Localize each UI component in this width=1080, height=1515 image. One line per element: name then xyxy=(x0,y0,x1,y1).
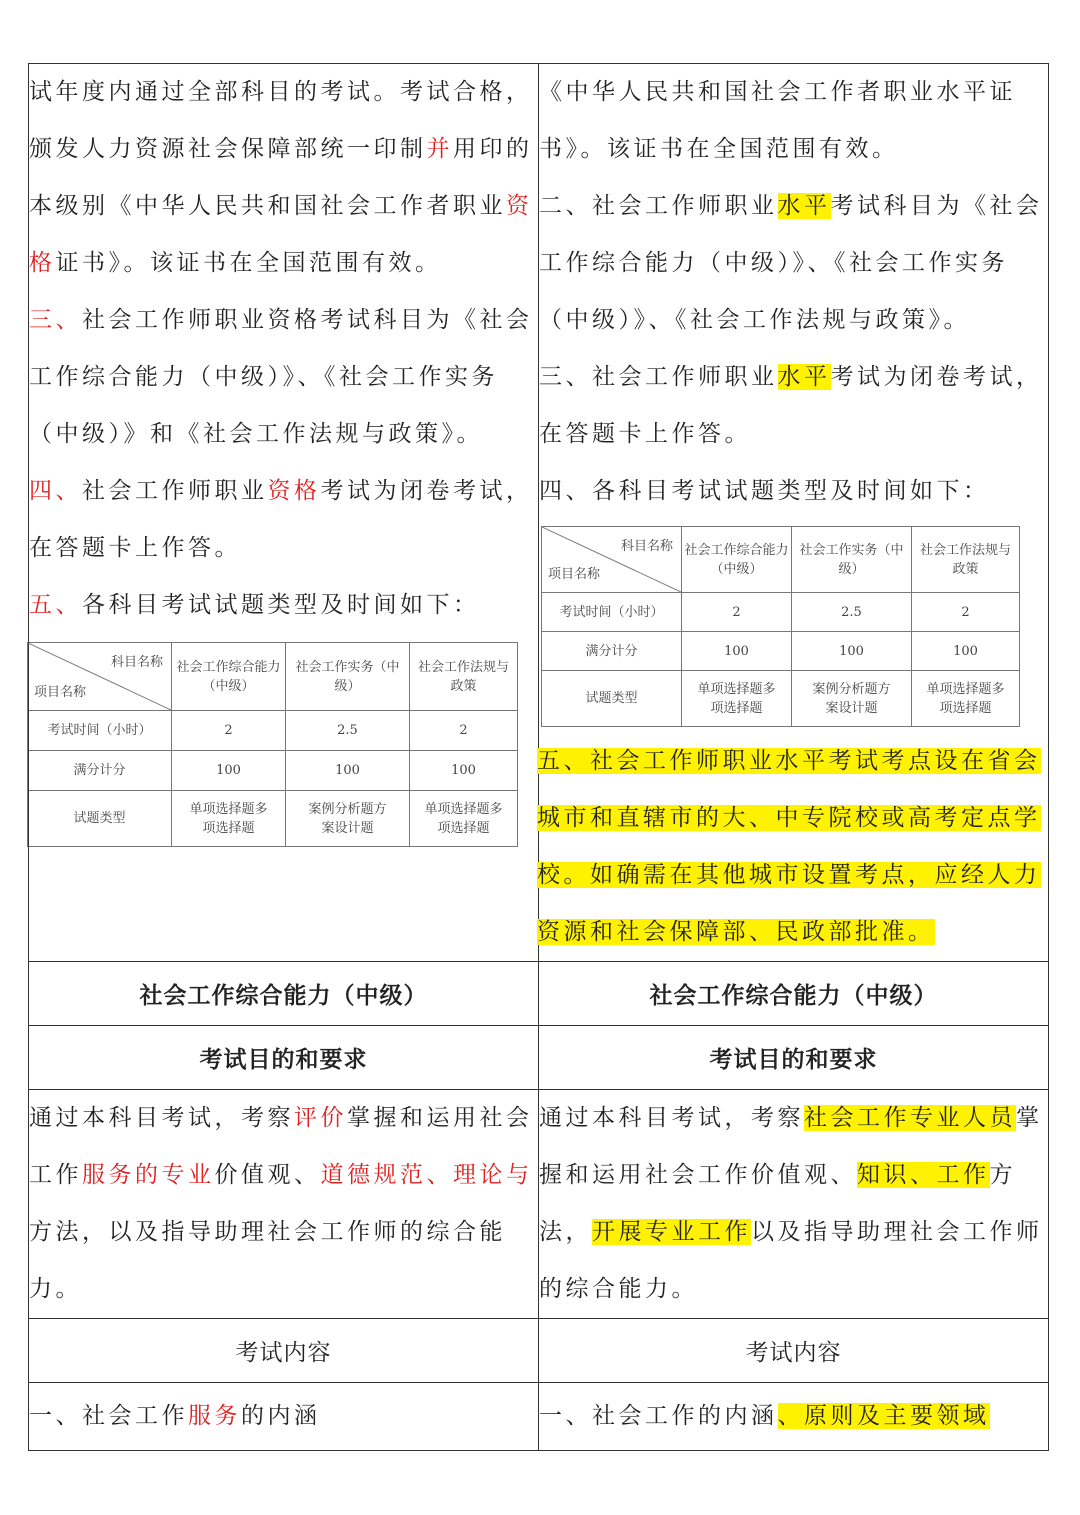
content-left-text: 一、社会工作服务的内涵 xyxy=(29,1403,321,1429)
section-title-right: 社会工作综合能力（中级） xyxy=(539,962,1049,1026)
purpose-left-text: 通过本科目考试，考察评价掌握和运用社会工作服务的专业价值观、道德规范、理论与方法，以及指导助理社会工作师的综合能力。 xyxy=(29,1105,533,1302)
cell-value: 100 xyxy=(286,751,410,791)
purpose-right-cell xyxy=(539,1090,1049,1319)
cell-value: 100 xyxy=(792,632,912,671)
right-exam-table xyxy=(541,526,1020,727)
corner-cell: 科目名称 项目名称 xyxy=(28,643,172,711)
right-para-1: 《中华人民共和国社会工作者职业水平证书》。该证书在全国范围有效。 xyxy=(539,79,1016,162)
right-para-2: 二、社会工作师职业水平考试科目为《社会工作综合能力（中级）》、《社会工作实务（中级）》、《社会工作法规与政策》。 xyxy=(539,193,1043,333)
right-top-cell xyxy=(539,64,1049,962)
purpose-title-right: 考试目的和要求 xyxy=(539,1026,1049,1090)
purpose-right-text: 通过本科目考试，考察社会工作专业人员掌握和运用社会工作价值观、知识、工作方法，开展专业工作以及指导助理社会工作师的综合能力。 xyxy=(539,1105,1043,1302)
cell-value: 单项选择题多项选择题 xyxy=(912,671,1020,727)
left-exam-table xyxy=(27,642,518,847)
corner-cell: 科目名称 项目名称 xyxy=(542,527,682,593)
right-para-4: 四、各科目考试试题类型及时间如下： xyxy=(539,478,990,504)
left-para-4: 五、各科目考试试题类型及时间如下： xyxy=(29,592,480,618)
cell-value: 2 xyxy=(172,711,286,751)
cell-value: 2 xyxy=(410,711,518,751)
cell-value: 案例分析题方案设计题 xyxy=(286,791,410,847)
row-label: 试题类型 xyxy=(542,671,682,727)
content-title-left: 考试内容 xyxy=(29,1319,539,1383)
left-para-2: 三、社会工作师职业资格考试科目为《社会工作综合能力（中级）》、《社会工作实务（中级）》和《社会工作法规与政策》。 xyxy=(29,307,533,447)
row-label: 考试时间（小时） xyxy=(28,711,172,751)
cell-value: 100 xyxy=(410,751,518,791)
content-title-right: 考试内容 xyxy=(539,1319,1049,1383)
cell-value: 案例分析题方案设计题 xyxy=(792,671,912,727)
left-para-1: 试年度内通过全部科目的考试。考试合格，颁发人力资源社会保障部统一印制并用印的本级别《中华人民共和国社会工作者职业资格证书》。该证书在全国范围有效。 xyxy=(29,79,533,276)
purpose-left-cell xyxy=(29,1090,539,1319)
col-header: 社会工作综合能力（中级） xyxy=(172,643,286,711)
row-label: 试题类型 xyxy=(28,791,172,847)
col-header: 社会工作实务（中级） xyxy=(792,527,912,593)
row-label: 满分计分 xyxy=(28,751,172,791)
cell-value: 100 xyxy=(912,632,1020,671)
purpose-title-left: 考试目的和要求 xyxy=(29,1026,539,1090)
col-header: 社会工作法规与政策 xyxy=(410,643,518,711)
content-right-text: 一、社会工作的内涵、原则及主要领域 xyxy=(539,1403,990,1429)
cell-value: 2 xyxy=(682,593,792,632)
col-header: 社会工作法规与政策 xyxy=(912,527,1020,593)
col-header: 社会工作综合能力（中级） xyxy=(682,527,792,593)
comparison-document xyxy=(28,63,1048,1451)
cell-value: 2 xyxy=(912,593,1020,632)
col-header: 社会工作实务（中级） xyxy=(286,643,410,711)
right-para-3: 三、社会工作师职业水平考试为闭卷考试，在答题卡上作答。 xyxy=(539,364,1043,447)
content-right-cell xyxy=(539,1383,1049,1451)
cell-value: 单项选择题多项选择题 xyxy=(172,791,286,847)
right-para-5: 五、社会工作师职业水平考试考点设在省会城市和直辖市的大、中专院校或高考定点学校。如确需在其他城市设置考点，应经人力资源和社会保障部、民政部批准。 xyxy=(537,748,1041,945)
cell-value: 单项选择题多项选择题 xyxy=(682,671,792,727)
left-para-3: 四、社会工作师职业资格考试为闭卷考试，在答题卡上作答。 xyxy=(29,478,533,561)
comparison-table xyxy=(28,63,1049,1451)
content-left-cell xyxy=(29,1383,539,1451)
cell-value: 2.5 xyxy=(286,711,410,751)
row-label: 满分计分 xyxy=(542,632,682,671)
row-label: 考试时间（小时） xyxy=(542,593,682,632)
left-top-cell xyxy=(29,64,539,962)
section-title-left: 社会工作综合能力（中级） xyxy=(29,962,539,1026)
cell-value: 2.5 xyxy=(792,593,912,632)
cell-value: 100 xyxy=(682,632,792,671)
cell-value: 单项选择题多项选择题 xyxy=(410,791,518,847)
cell-value: 100 xyxy=(172,751,286,791)
